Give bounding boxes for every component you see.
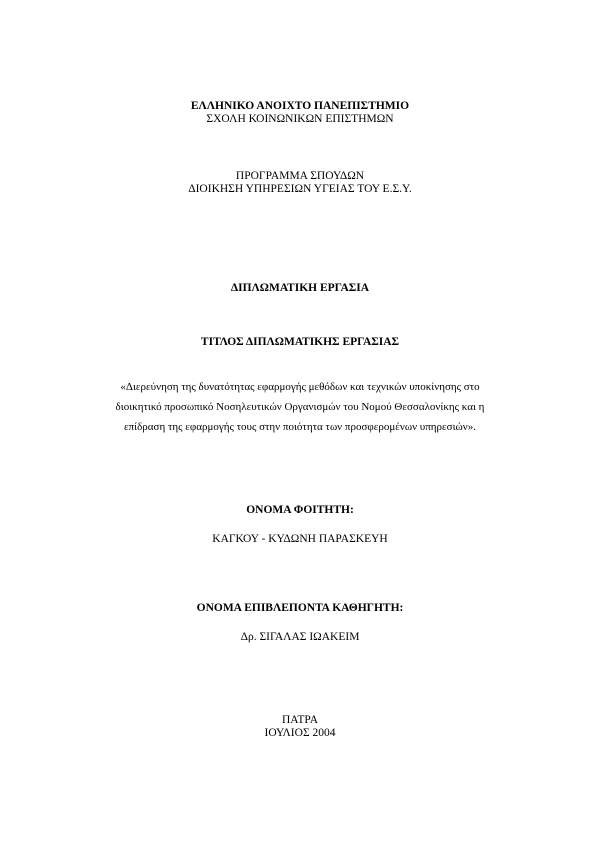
thesis-title: [90, 377, 510, 437]
program-name: ΔΙΟΙΚΗΣΗ ΥΠΗΡΕΣΙΩΝ ΥΓΕΙΑΣ ΤΟΥ Ε.Σ.Υ.: [188, 183, 412, 195]
thesis-title-line: «Διερεύνηση της δυνατότητας εφαρμογής μεθόδων και τεχνικών υποκίνησης στο: [120, 381, 480, 393]
document-type: ΔΙΠΛΩΜΑΤΙΚΗ ΕΡΓΑΣΙΑ: [230, 282, 370, 294]
program-label: ΠΡΟΓΡΑΜΜΑ ΣΠΟΥΔΩΝ: [235, 170, 365, 182]
student-name: ΚΑΓΚΟΥ - ΚΥΔΩΝΗ ΠΑΡΑΣΚΕΥΗ: [212, 533, 388, 545]
student-heading: ΟΝΟΜΑ ΦΟΙΤΗΤΗ:: [246, 504, 354, 516]
thesis-title-line: επίδραση της εφαρμογής τους στην ποιότητα των προσφερομένων υπηρεσιών».: [123, 421, 477, 433]
supervisor-heading: ΟΝΟΜΑ ΕΠΙΒΛΕΠΟΝΤΑ ΚΑΘΗΓΗΤΗ:: [196, 602, 404, 614]
university-name: ΕΛΛΗΝΙΚΟ ΑΝΟΙΧΤΟ ΠΑΝΕΠΙΣΤΗΜΙΟ: [190, 100, 410, 112]
thesis-title-line: διοικητικό προσωπικό Νοσηλευτικών Οργανισμών του Νομού Θεσσαλονίκης και η: [115, 401, 485, 413]
thesis-title-heading: ΤΙΤΛΟΣ ΔΙΠΛΩΜΑΤΙΚΗΣ ΕΡΓΑΣΙΑΣ: [200, 336, 400, 348]
school-name: ΣΧΟΛΗ ΚΟΙΝΩΝΙΚΩΝ ΕΠΙΣΤΗΜΩΝ: [206, 113, 394, 125]
date: ΙΟΥΛΙΟΣ 2004: [264, 727, 336, 739]
supervisor-name: Δρ. ΣΙΓΑΛΑΣ ΙΩΑΚΕΙΜ: [240, 631, 360, 643]
city: ΠΑΤΡΑ: [281, 714, 319, 726]
